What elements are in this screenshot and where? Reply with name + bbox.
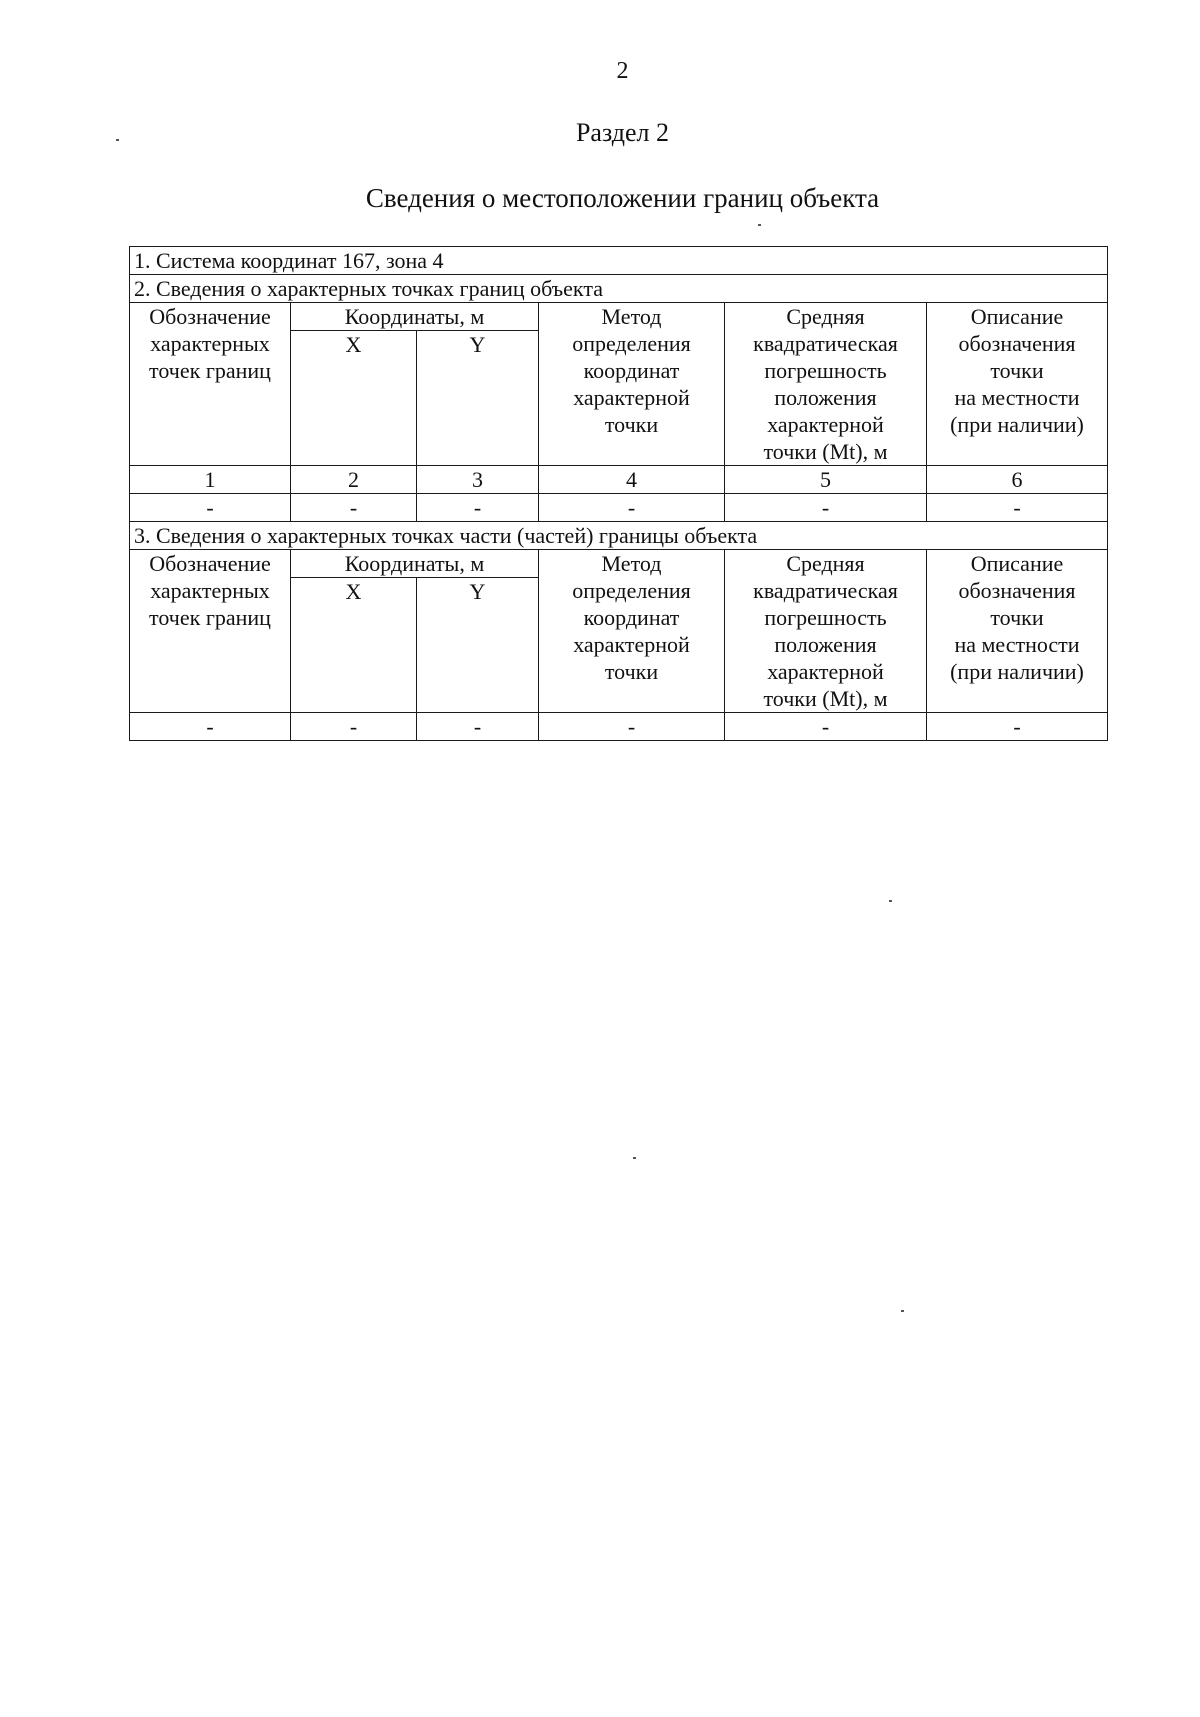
table-row <box>130 494 1108 522</box>
table-cell: - <box>927 494 1108 522</box>
table-cell: - <box>725 494 927 522</box>
scan-speck <box>889 900 892 902</box>
table-cell: - <box>130 494 291 522</box>
column-numbers-row <box>130 466 1108 494</box>
header-y: Y <box>417 331 539 466</box>
header-x: X <box>291 331 417 466</box>
header-accuracy: Средняя квадратическая погрешность положения характерной точки (Mt), м <box>725 550 927 713</box>
part3-title-cell: 3. Сведения о характерных точках части (частей) границы объекта <box>130 522 1108 550</box>
table-cell: - <box>539 494 725 522</box>
header-method: Метод определения координат характерной точки <box>539 303 725 466</box>
column-number: 3 <box>417 466 539 494</box>
table-cell: - <box>417 713 539 741</box>
column-number: 6 <box>927 466 1108 494</box>
header-description: Описание обозначения точки на местности (при наличии) <box>927 550 1108 713</box>
table-cell: - <box>539 713 725 741</box>
table-cell: - <box>291 713 417 741</box>
scan-speck <box>116 139 119 141</box>
header-method: Метод определения координат характерной точки <box>539 550 725 713</box>
part2-title-cell: 2. Сведения о характерных точках границ объекта <box>130 275 1108 303</box>
header-accuracy: Средняя квадратическая погрешность положения характерной точки (Mt), м <box>725 303 927 466</box>
document-heading: Сведения о местоположении границ объекта <box>365 183 880 213</box>
header-x: X <box>291 578 417 713</box>
section-title: Раздел 2 <box>575 118 670 147</box>
part2-title-row <box>130 275 1108 303</box>
table-cell: - <box>927 713 1108 741</box>
table-row <box>130 713 1108 741</box>
part2-header-row <box>130 303 1108 331</box>
coord-system-cell: 1. Система координат 167, зона 4 <box>130 247 1108 275</box>
header-y: Y <box>417 578 539 713</box>
scan-speck <box>901 1310 904 1312</box>
table-cell: - <box>130 713 291 741</box>
table-cell: - <box>291 494 417 522</box>
scan-speck <box>758 224 761 226</box>
part3-header-row <box>130 550 1108 578</box>
header-point-designation: Обозначение характерных точек границ <box>130 303 291 466</box>
header-point-designation: Обозначение характерных точек границ <box>130 550 291 713</box>
coord-system-row <box>130 247 1108 275</box>
column-number: 2 <box>291 466 417 494</box>
header-description: Описание обозначения точки на местности (при наличии) <box>927 303 1108 466</box>
column-number: 5 <box>725 466 927 494</box>
column-number: 4 <box>539 466 725 494</box>
boundary-points-table <box>129 246 1108 741</box>
part3-title-row <box>130 522 1108 550</box>
header-coordinates: Координаты, м <box>291 303 539 331</box>
page-number: 2 <box>616 58 629 84</box>
table-cell: - <box>417 494 539 522</box>
header-coordinates: Координаты, м <box>291 550 539 578</box>
table-cell: - <box>725 713 927 741</box>
column-number: 1 <box>130 466 291 494</box>
scan-speck <box>633 1157 636 1159</box>
